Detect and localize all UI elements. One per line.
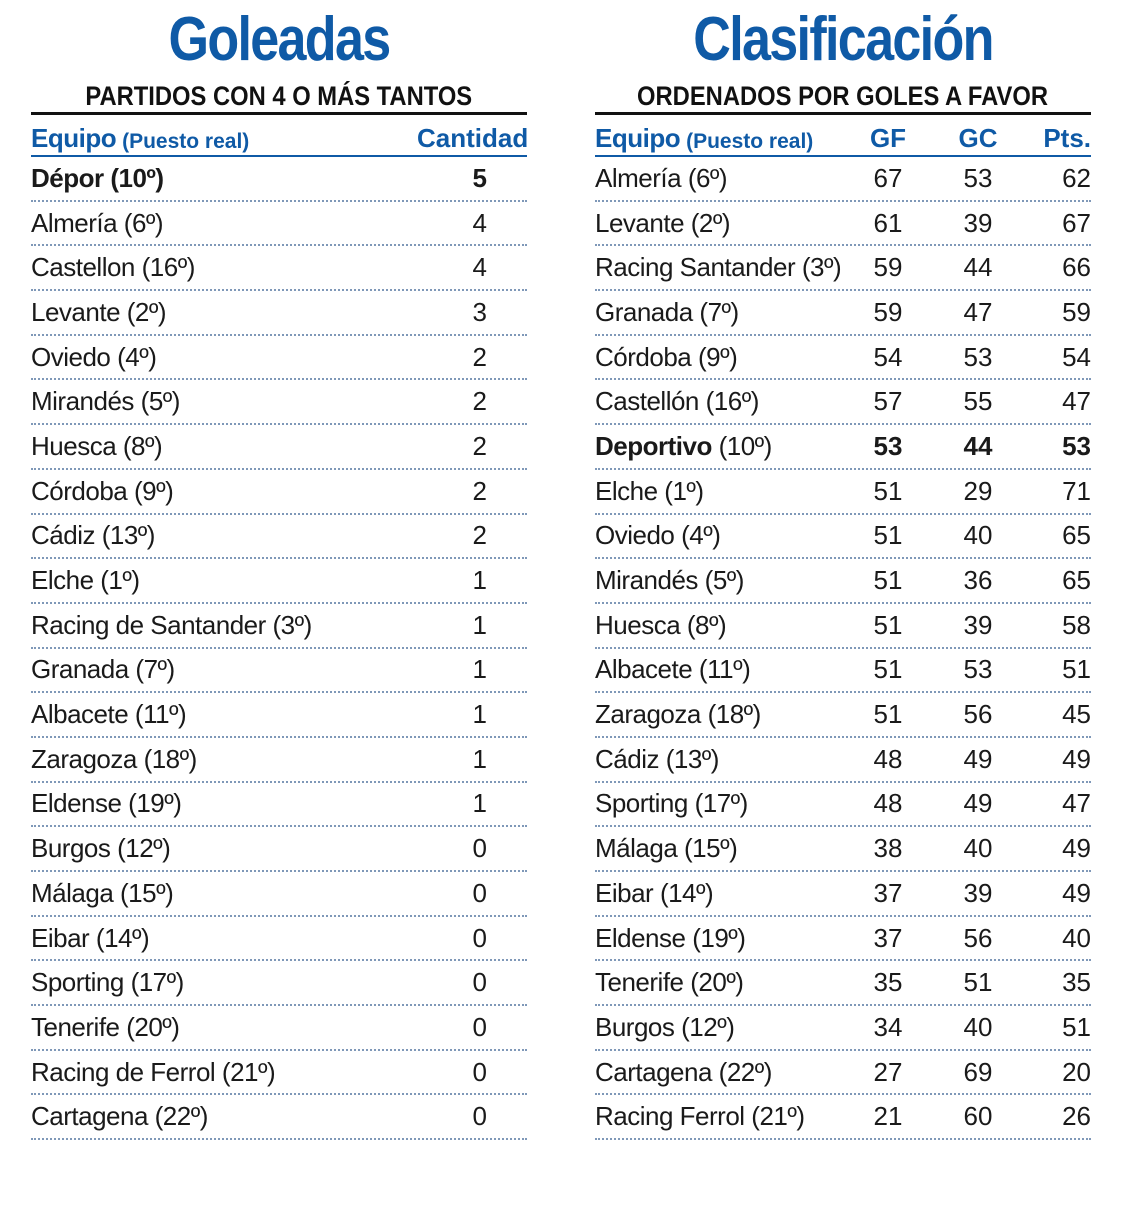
goleadas-row bbox=[31, 336, 527, 381]
clasificacion-row bbox=[595, 783, 1091, 828]
team-cell bbox=[595, 610, 853, 641]
goals-against: 56 bbox=[963, 699, 993, 730]
goleadas-row bbox=[31, 738, 527, 783]
team-name: Albacete bbox=[595, 654, 693, 685]
team-position: (9º) bbox=[697, 341, 738, 372]
goleadas-row bbox=[31, 515, 527, 560]
clasificacion-row bbox=[595, 827, 1091, 872]
points: 45 bbox=[1062, 699, 1091, 730]
clasificacion-subtitle: ORDENADOS POR GOLES A FAVOR bbox=[595, 80, 1091, 115]
points: 59 bbox=[1062, 296, 1091, 327]
team-cell bbox=[595, 699, 853, 730]
team-cell bbox=[595, 520, 853, 551]
team-position: (10º) bbox=[718, 430, 772, 461]
team-position: (11º) bbox=[698, 654, 751, 685]
points: 51 bbox=[1062, 1011, 1091, 1042]
clasificacion-row bbox=[595, 961, 1091, 1006]
clasificacion-row bbox=[595, 336, 1091, 381]
points: 49 bbox=[1062, 743, 1091, 774]
goleadas-row bbox=[31, 157, 527, 202]
goleadas-row bbox=[31, 559, 527, 604]
team-name: Tenerife bbox=[595, 967, 684, 998]
team-name: Zaragoza (18º) bbox=[31, 743, 197, 774]
goleadas-count: 1 bbox=[472, 609, 487, 640]
clasificacion-row bbox=[595, 515, 1091, 560]
goleadas-count: 0 bbox=[472, 1011, 487, 1042]
goleadas-row bbox=[31, 917, 527, 962]
goals-against: 44 bbox=[963, 252, 993, 283]
team-position: (7º) bbox=[699, 296, 739, 327]
team-name: Elche bbox=[595, 475, 658, 506]
points: 67 bbox=[1062, 207, 1091, 238]
team-position: (8º) bbox=[686, 609, 727, 640]
team-cell bbox=[595, 788, 853, 819]
team-name: Levante bbox=[595, 207, 685, 238]
goleadas-count: 0 bbox=[472, 1101, 487, 1132]
goleadas-count: 0 bbox=[472, 833, 487, 864]
goals-for: 53 bbox=[873, 430, 903, 461]
team-name: Córdoba (9º) bbox=[31, 475, 174, 506]
team-cell bbox=[595, 476, 853, 507]
goals-against: 40 bbox=[963, 833, 993, 864]
points: 49 bbox=[1062, 877, 1091, 908]
goleadas-row bbox=[31, 470, 527, 515]
goals-for: 51 bbox=[873, 565, 903, 596]
points: 58 bbox=[1062, 609, 1091, 640]
goals-for: 67 bbox=[873, 162, 903, 193]
clasificacion-row bbox=[595, 559, 1091, 604]
team-name: Cartagena bbox=[595, 1056, 712, 1087]
clasificacion-row bbox=[595, 425, 1091, 470]
goals-for: 51 bbox=[873, 699, 903, 730]
goals-against: 53 bbox=[963, 654, 993, 685]
team-cell bbox=[595, 431, 853, 462]
goleadas-count: 5 bbox=[472, 162, 487, 193]
team-name: Castellon (16º) bbox=[31, 252, 195, 283]
points: 71 bbox=[1062, 475, 1091, 506]
team-name: Eibar bbox=[595, 877, 654, 908]
team-position: (15º) bbox=[684, 833, 738, 864]
team-name: Burgos bbox=[595, 1011, 675, 1042]
goleadas-count: 4 bbox=[472, 252, 487, 283]
points: 49 bbox=[1062, 833, 1091, 864]
team-name: Burgos (12º) bbox=[31, 833, 171, 864]
points: 35 bbox=[1062, 967, 1091, 998]
goleadas-count: 3 bbox=[472, 296, 487, 327]
points: 47 bbox=[1062, 386, 1091, 417]
goals-against: 29 bbox=[963, 475, 993, 506]
points: 53 bbox=[1062, 430, 1091, 461]
team-name: Mirandés bbox=[595, 565, 698, 596]
points: 54 bbox=[1062, 341, 1091, 372]
goleadas-title: Goleadas bbox=[168, 5, 390, 74]
goleadas-row bbox=[31, 872, 527, 917]
team-name: Levante (2º) bbox=[31, 296, 167, 327]
team-cell bbox=[595, 923, 853, 954]
clasificacion-row bbox=[595, 649, 1091, 694]
clasificacion-row bbox=[595, 693, 1091, 738]
team-name: Mirandés (5º) bbox=[31, 386, 180, 417]
goals-for: 59 bbox=[873, 252, 903, 283]
clasificacion-row bbox=[595, 1095, 1091, 1140]
clasificacion-header-row bbox=[595, 115, 1091, 157]
team-name: Albacete (11º) bbox=[31, 699, 187, 730]
points: 65 bbox=[1062, 520, 1091, 551]
team-position: (3º) bbox=[801, 252, 842, 283]
goals-against: 39 bbox=[963, 877, 993, 908]
goleadas-count: 1 bbox=[472, 699, 487, 730]
goals-for: 48 bbox=[873, 788, 903, 819]
team-name: Racing Ferrol bbox=[595, 1101, 745, 1132]
goals-against: 49 bbox=[963, 743, 993, 774]
goals-against: 56 bbox=[963, 922, 993, 953]
team-cell bbox=[595, 252, 853, 283]
team-name: Sporting (17º) bbox=[31, 967, 184, 998]
team-cell bbox=[595, 878, 853, 909]
team-name: Sporting bbox=[595, 788, 688, 819]
goleadas-row bbox=[31, 425, 527, 470]
clasificacion-row bbox=[595, 872, 1091, 917]
team-cell bbox=[595, 967, 853, 998]
team-position: (12º) bbox=[681, 1011, 735, 1042]
goals-against: 69 bbox=[963, 1056, 993, 1087]
goleadas-count: 0 bbox=[472, 1056, 487, 1087]
goleadas-header-row bbox=[31, 115, 527, 157]
points: 66 bbox=[1062, 252, 1091, 283]
clasificacion-row bbox=[595, 380, 1091, 425]
goleadas-row bbox=[31, 291, 527, 336]
goleadas-count: 2 bbox=[472, 430, 487, 461]
goleadas-count: 0 bbox=[472, 922, 487, 953]
goleadas-count: 0 bbox=[472, 967, 487, 998]
goleadas-subtitle: PARTIDOS CON 4 O MÁS TANTOS bbox=[31, 80, 527, 115]
team-name: Racing de Santander (3º) bbox=[31, 609, 312, 640]
team-name: Cartagena (22º) bbox=[31, 1101, 208, 1132]
team-name: Elche (1º) bbox=[31, 565, 140, 596]
team-cell bbox=[595, 654, 853, 685]
team-position: (6º) bbox=[687, 162, 728, 193]
goals-against: 40 bbox=[963, 1011, 993, 1042]
points: 26 bbox=[1062, 1101, 1091, 1132]
goleadas-row bbox=[31, 783, 527, 828]
goals-for: 34 bbox=[873, 1011, 903, 1042]
clasificacion-row bbox=[595, 470, 1091, 515]
goals-against: 36 bbox=[963, 565, 993, 596]
points: 62 bbox=[1062, 162, 1091, 193]
clasificacion-row bbox=[595, 917, 1091, 962]
team-name: Eldense (19º) bbox=[31, 788, 182, 819]
clasificacion-row bbox=[595, 738, 1091, 783]
goals-for: 27 bbox=[873, 1056, 903, 1087]
goleadas-row bbox=[31, 649, 527, 694]
goals-for: 54 bbox=[873, 341, 903, 372]
goals-against: 47 bbox=[963, 296, 993, 327]
team-position: (22º) bbox=[718, 1056, 772, 1087]
goleadas-row bbox=[31, 1095, 527, 1140]
goleadas-row bbox=[31, 1051, 527, 1096]
team-name: Eibar (14º) bbox=[31, 922, 150, 953]
goleadas-rows bbox=[31, 157, 527, 1140]
team-cell bbox=[595, 1101, 853, 1132]
header-team: Equipo bbox=[31, 123, 117, 153]
goals-against: 51 bbox=[963, 967, 993, 998]
team-position: (13º) bbox=[665, 743, 719, 774]
team-name: Racing de Ferrol (21º) bbox=[31, 1056, 276, 1087]
header-pts: Pts. bbox=[1043, 123, 1091, 153]
team-position: (1º) bbox=[664, 475, 704, 506]
team-name: Racing Santander bbox=[595, 252, 796, 283]
goleadas-row bbox=[31, 202, 527, 247]
team-name: Oviedo bbox=[595, 520, 675, 551]
team-name: Cádiz bbox=[595, 743, 659, 774]
team-cell bbox=[595, 342, 853, 373]
team-name: Granada bbox=[595, 296, 693, 327]
goals-against: 53 bbox=[963, 162, 993, 193]
team-name: Eldense bbox=[595, 922, 686, 953]
team-position: (16º) bbox=[705, 386, 759, 417]
goals-against: 55 bbox=[963, 386, 993, 417]
team-cell bbox=[595, 744, 853, 775]
team-position: (20º) bbox=[690, 967, 744, 998]
goleadas-count: 1 bbox=[472, 743, 487, 774]
clasificacion-row bbox=[595, 246, 1091, 291]
goals-for: 51 bbox=[873, 520, 903, 551]
header-count: Cantidad bbox=[417, 123, 529, 153]
team-name: Cádiz (13º) bbox=[31, 520, 155, 551]
goals-against: 44 bbox=[963, 430, 993, 461]
goleadas-count: 1 bbox=[472, 654, 487, 685]
points: 65 bbox=[1062, 565, 1091, 596]
team-position: (4º) bbox=[681, 520, 721, 551]
goals-for: 35 bbox=[873, 967, 903, 998]
team-name: Castellón bbox=[595, 386, 699, 417]
clasificacion-title: Clasificación bbox=[693, 5, 993, 74]
goleadas-count: 4 bbox=[472, 207, 487, 238]
goleadas-row bbox=[31, 693, 527, 738]
team-position: (17º) bbox=[694, 788, 748, 819]
goleadas-row bbox=[31, 961, 527, 1006]
team-position: (5º) bbox=[704, 565, 744, 596]
team-name: Málaga (15º) bbox=[31, 877, 174, 908]
goals-against: 60 bbox=[963, 1101, 993, 1132]
goleadas-row bbox=[31, 246, 527, 291]
team-position: (19º) bbox=[692, 922, 746, 953]
goals-against: 53 bbox=[963, 341, 993, 372]
goals-against: 40 bbox=[963, 520, 993, 551]
goals-against: 49 bbox=[963, 788, 993, 819]
team-name: Granada (7º) bbox=[31, 654, 175, 685]
team-position: (14º) bbox=[659, 877, 714, 908]
goleadas-count: 2 bbox=[472, 475, 487, 506]
team-position: (18º) bbox=[707, 699, 761, 730]
goals-for: 57 bbox=[873, 386, 903, 417]
clasificacion-row bbox=[595, 202, 1091, 247]
team-cell bbox=[595, 833, 853, 864]
clasificacion-row bbox=[595, 604, 1091, 649]
team-cell bbox=[595, 208, 853, 239]
goals-for: 51 bbox=[873, 475, 903, 506]
goleadas-row bbox=[31, 604, 527, 649]
goals-for: 48 bbox=[873, 743, 903, 774]
goleadas-row bbox=[31, 380, 527, 425]
goleadas-count: 2 bbox=[472, 341, 487, 372]
team-name: Almería (6º) bbox=[31, 207, 164, 238]
clasificacion-row bbox=[595, 157, 1091, 202]
team-name: Córdoba bbox=[595, 341, 692, 372]
goals-against: 39 bbox=[963, 207, 993, 238]
goleadas-row bbox=[31, 827, 527, 872]
goleadas-count: 1 bbox=[472, 788, 487, 819]
goals-for: 59 bbox=[873, 296, 903, 327]
team-cell bbox=[595, 565, 853, 596]
goals-against: 39 bbox=[963, 609, 993, 640]
team-name: Dépor (10º) bbox=[31, 162, 164, 193]
team-cell bbox=[595, 163, 853, 194]
clasificacion-row bbox=[595, 1006, 1091, 1051]
goals-for: 51 bbox=[873, 654, 903, 685]
team-name: Huesca bbox=[595, 609, 681, 640]
goals-for: 21 bbox=[873, 1101, 903, 1132]
points: 20 bbox=[1062, 1056, 1091, 1087]
header-team-note: (Puesto real) bbox=[122, 130, 250, 153]
goleadas-row bbox=[31, 1006, 527, 1051]
clasificacion-rows bbox=[595, 157, 1091, 1140]
goals-for: 37 bbox=[873, 922, 903, 953]
team-name: Oviedo (4º) bbox=[31, 341, 157, 372]
clasificacion-panel bbox=[595, 0, 1091, 1140]
header-gc: GC bbox=[958, 123, 998, 153]
goals-for: 51 bbox=[873, 609, 903, 640]
goals-for: 61 bbox=[873, 207, 903, 238]
goleadas-count: 1 bbox=[472, 565, 487, 596]
header-team: Equipo bbox=[595, 123, 681, 153]
team-name: Málaga bbox=[595, 833, 678, 864]
team-name: Almería bbox=[595, 162, 682, 193]
header-team-note: (Puesto real) bbox=[686, 130, 814, 153]
team-cell bbox=[595, 1057, 853, 1088]
team-name: Tenerife (20º) bbox=[31, 1011, 180, 1042]
header-gf: GF bbox=[869, 123, 907, 153]
points: 47 bbox=[1062, 788, 1091, 819]
team-cell bbox=[595, 386, 853, 417]
goleadas-count: 0 bbox=[472, 877, 487, 908]
clasificacion-row bbox=[595, 1051, 1091, 1096]
goals-for: 38 bbox=[873, 833, 903, 864]
team-name: Deportivo bbox=[595, 430, 712, 461]
team-name: Zaragoza bbox=[595, 699, 701, 730]
goals-for: 37 bbox=[873, 877, 903, 908]
team-cell bbox=[595, 1012, 853, 1043]
team-position: (21º) bbox=[751, 1101, 805, 1132]
goleadas-count: 2 bbox=[472, 520, 487, 551]
goleadas-count: 2 bbox=[472, 386, 487, 417]
clasificacion-row bbox=[595, 291, 1091, 336]
goleadas-panel bbox=[31, 0, 527, 1140]
team-name: Huesca (8º) bbox=[31, 430, 163, 461]
points: 40 bbox=[1062, 922, 1091, 953]
team-cell bbox=[595, 297, 853, 328]
points: 51 bbox=[1062, 654, 1091, 685]
team-position: (2º) bbox=[690, 207, 731, 238]
